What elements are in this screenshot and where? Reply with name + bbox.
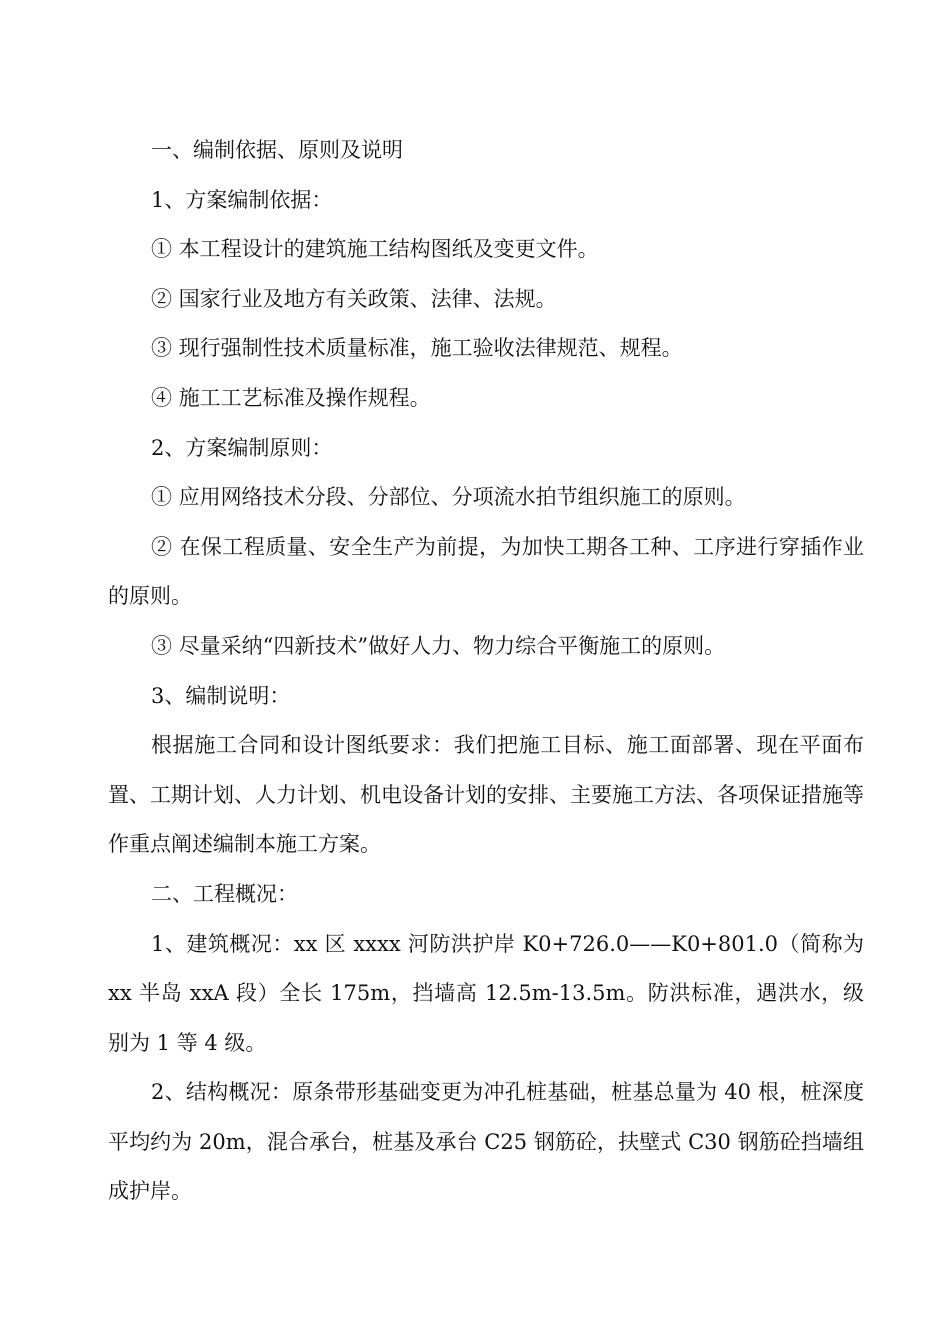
subheading-plan-basis: 1、方案编制依据： (151, 187, 333, 212)
section-heading-basis: 一、编制依据、原则及说明 (151, 138, 403, 162)
section-heading-overview: 二、工程概况： (151, 881, 298, 906)
basis-item-4: ④ 施工工艺标准及操作规程。 (151, 385, 431, 410)
subheading-notes: 3、编制说明： (151, 683, 291, 708)
document-body (108, 126, 864, 1217)
basis-item-2: ② 国家行业及地方有关政策、法律、法规。 (151, 286, 557, 311)
principle-item-2: ② 在保工程质量、安全生产为前提，为加快工期各工种、工序进行穿插作业的原则。 (108, 534, 864, 609)
subheading-plan-principles: 2、方案编制原则： (151, 435, 333, 460)
notes-paragraph: 根据施工合同和设计图纸要求：我们把施工目标、施工面部署、现在平面布置、工期计划、人力计划、机电设备计划的安排、主要施工方法、各项保证措施等作重点阐述编制本施工方案。 (108, 733, 864, 857)
basis-item-3: ③ 现行强制性技术质量标准，施工验收法律规范、规程。 (151, 336, 683, 361)
overview-structure: 2、结构概况：原条带形基础变更为冲孔桩基础，桩基总量为 40 根，桩深度平均约为 20m，混合承台，桩基及承台 C25 钢筋砼，扶壁式 C30 钢筋砼挡墙组成护岸。 (108, 1080, 864, 1204)
principle-item-3: ③ 尽量采纳“四新技术”做好人力、物力综合平衡施工的原则。 (151, 633, 726, 658)
overview-building: 1、建筑概况：xx 区 xxxx 河防洪护岸 K0+726.0——K0+801.0（简称为 xx 半岛 xxA 段）全长 175m，挡墙高 12.5m-13.5m。防洪标准，遇洪水，级别为 1 等 4 级。 (108, 931, 864, 1055)
basis-item-1: ① 本工程设计的建筑施工结构图纸及变更文件。 (151, 237, 599, 262)
principle-item-1: ① 应用网络技术分段、分部位、分项流水拍节组织施工的原则。 (151, 485, 746, 510)
